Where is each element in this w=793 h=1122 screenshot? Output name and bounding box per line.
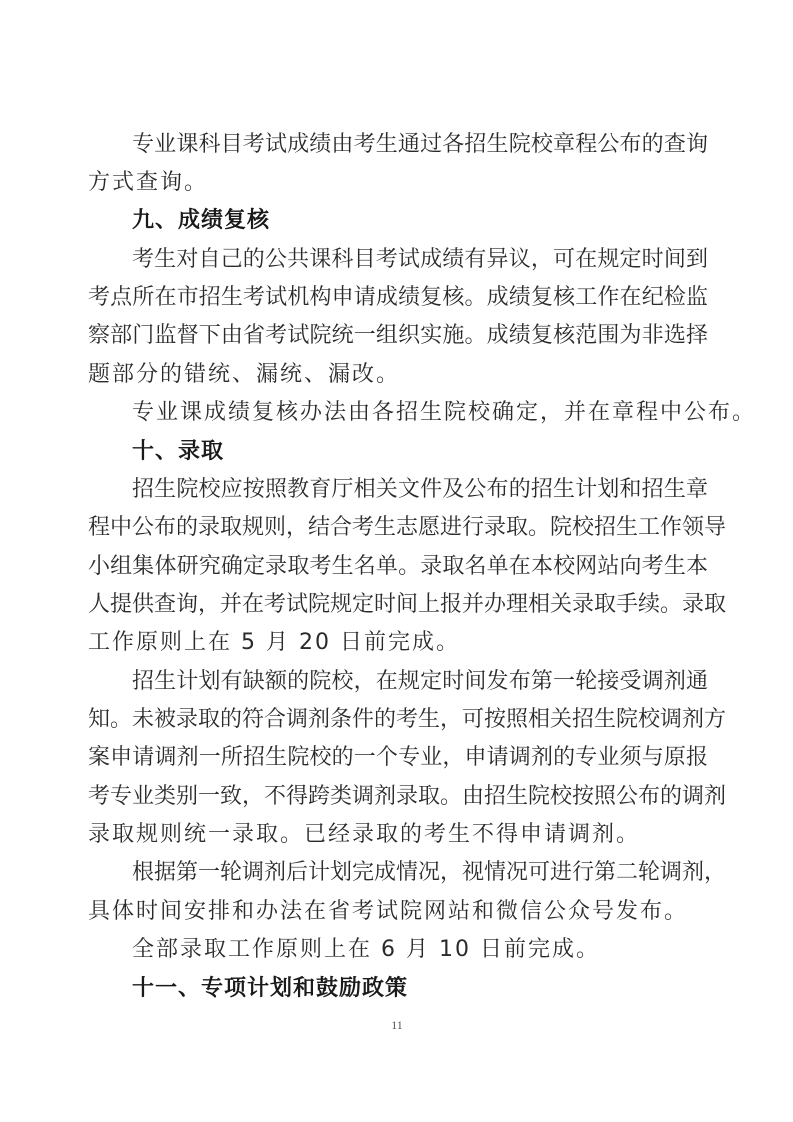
paragraph-line: 考生对自己的公共课科目考试成绩有异议，可在规定时间到 bbox=[132, 247, 708, 272]
paragraph-line: 小组集体研究确定录取考生名单。录取名单在本校网站向考生本 bbox=[88, 554, 708, 579]
paragraph-line: 方式查询。 bbox=[88, 170, 209, 195]
paragraph-line: 招生计划有缺额的院校，在规定时间发布第一轮接受调剂通 bbox=[132, 669, 708, 694]
paragraph-line: 全部录取工作原则上在 6 月 10 日前完成。 bbox=[132, 937, 600, 962]
paragraph-line: 专业课成绩复核办法由各招生院校确定，并在章程中公布。 bbox=[132, 400, 757, 425]
paragraph-line: 程中公布的录取规则，结合考生志愿进行录取。院校招生工作领导 bbox=[88, 515, 727, 540]
paragraph-line: 题部分的错统、漏统、漏改。 bbox=[88, 362, 401, 387]
section-heading: 十、录取 bbox=[132, 439, 225, 464]
paragraph-line: 录取规则统一录取。已经录取的考生不得申请调剂。 bbox=[88, 822, 641, 847]
paragraph-line: 考点所在市招生考试机构申请成绩复核。成绩复核工作在纪检监 bbox=[88, 285, 708, 310]
paragraph-line: 察部门监督下由省考试院统一组织实施。成绩复核范围为非选择 bbox=[88, 323, 708, 348]
paragraph-line: 知。未被录取的符合调剂条件的考生，可按照相关招生院校调剂方 bbox=[88, 707, 727, 732]
section-heading: 九、成绩复核 bbox=[132, 208, 271, 233]
paragraph-line: 案申请调剂一所招生院校的一个专业，申请调剂的专业须与原报 bbox=[88, 745, 708, 770]
paragraph-line: 具体时间安排和办法在省考试院网站和微信公众号发布。 bbox=[88, 899, 689, 924]
paragraph-line: 招生院校应按照教育厅相关文件及公布的招生计划和招生章 bbox=[132, 477, 708, 502]
page-number: 11 bbox=[391, 1018, 403, 1032]
paragraph-line: 根据第一轮调剂后计划完成情况，视情况可进行第二轮调剂， bbox=[132, 860, 727, 885]
paragraph-line: 考专业类别一致，不得跨类调剂录取。由招生院校按照公布的调剂 bbox=[88, 784, 727, 809]
paragraph-line: 人提供查询，并在考试院规定时间上报并办理相关录取手续。录取 bbox=[88, 592, 727, 617]
section-heading: 十一、专项计划和鼓励政策 bbox=[132, 976, 409, 1001]
paragraph-line: 工作原则上在 5 月 20 日前完成。 bbox=[88, 630, 460, 655]
paragraph-line: 专业课科目考试成绩由考生通过各招生院校章程公布的查询 bbox=[132, 132, 708, 157]
